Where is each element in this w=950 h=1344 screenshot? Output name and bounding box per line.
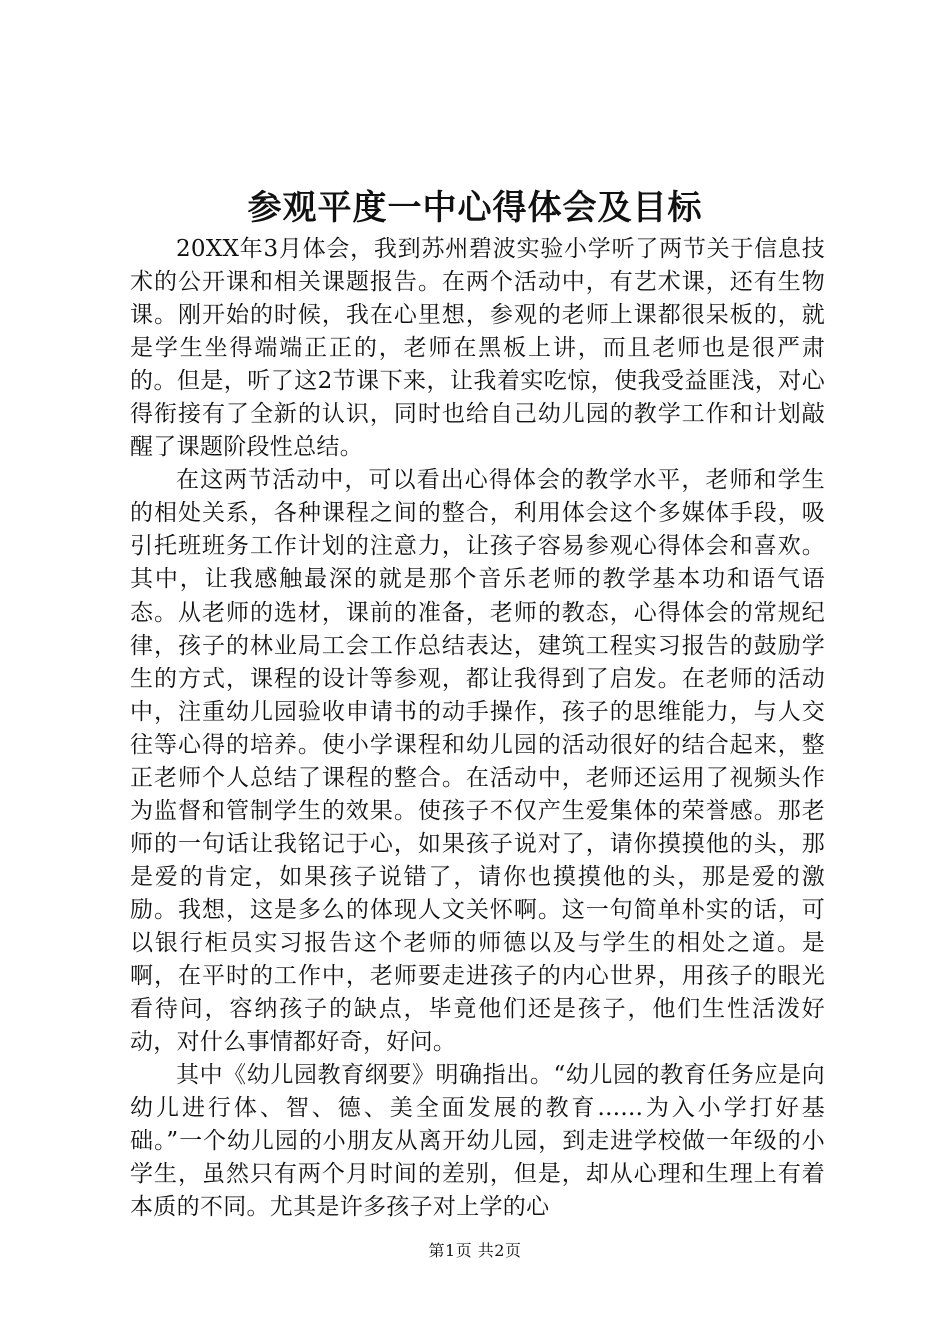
- paragraph-2: 在这两节活动中，可以看出心得体会的教学水平，老师和学生的相处关系，各种课程之间的整合，利用体会这个多媒体手段，吸引托班班务工作计划的注意力，让孩子容易参观心得体会和喜欢。其中，让我感触最深的就是那个音乐老师的教学基本功和语气语态。从老师的选材，课前的准备，老师的教态，心得体会的常规纪律，孩子的林业局工会工作总结表达，建筑工程实习报告的鼓励学生的方式，课程的设计等参观，都让我得到了启发。在老师的活动中，注重幼儿园验收申请书的动手操作，孩子的思维能力，与人交往等心得的培养。使小学课程和幼儿园的活动很好的结合起来，整正老师个人总结了课程的整合。在活动中，老师还运用了视频头作为监督和管制学生的效果。使孩子不仅产生爱集体的荣誉感。那老师的一句话让我铭记于心，如果孩子说对了，请你摸摸他的头，那是爱的肯定，如果孩子说错了，请你也摸摸他的头，那是爱的激励。我想，这是多么的体现人文关怀啊。这一句简单朴实的话，可以银行柜员实习报告这个老师的师德以及与学生的相处之道。是啊，在平时的工作中，老师要走进孩子的内心世界，用孩子的眼光看待问，容纳孩子的缺点，毕竟他们还是孩子，他们生性活泼好动，对什么事情都好奇，好问。: [130, 467, 825, 1056]
- paragraph-3: 其中《幼儿园教育纲要》明确指出。“幼儿园的教育任务应是向幼儿进行体、智、德、美全面发展的教育......为入小学打好基础。”一个幼儿园的小朋友从离开幼儿园，到走进学校做一年级的小学生，虽然只有两个月时间的差别，但是，却从心理和生理上有着本质的不同。尤其是许多孩子对上学的心: [130, 1062, 825, 1221]
- page-footer: 第1页 共2页: [428, 1241, 522, 1260]
- document-body: [130, 233, 825, 1224]
- paragraph-1: 20XX年3月体会，我到苏州碧波实验小学听了两节关于信息技术的公开课和相关课题报告。在两个活动中，有艺术课，还有生物课。刚开始的时候，我在心里想，参观的老师上课都很呆板的，就是学生坐得端端正正的，老师在黑板上讲，而且老师也是很严肃的。但是，听了这2节课下来，让我着实吃惊，使我受益匪浅，对心得衔接有了全新的认识，同时也给自己幼儿园的教学工作和计划敲醒了课题阶段性总结。: [130, 236, 825, 461]
- document-title: 参观平度一中心得体会及目标: [247, 188, 703, 228]
